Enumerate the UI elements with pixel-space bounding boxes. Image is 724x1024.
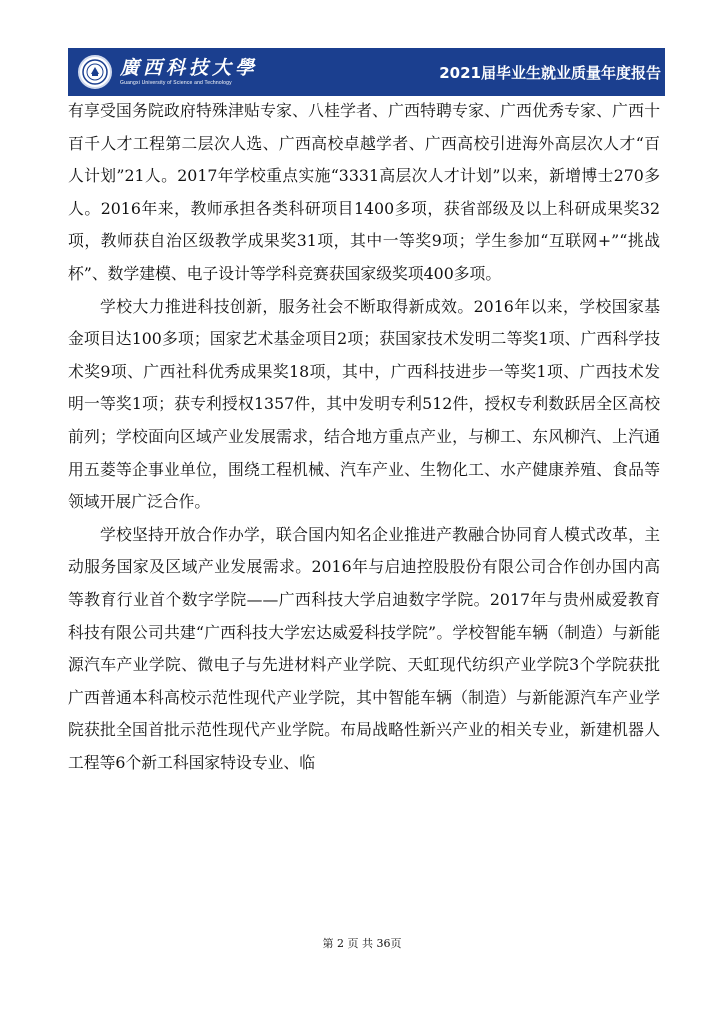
paragraph-cooperation: 学校坚持开放合作办学，联合国内知名企业推进产教融合协同育人模式改革，主动服务国家及区域产业发展需求。2016年与启迪控股股份有限公司合作创办国内高等教育行业首个数字学院——广西科技大学启迪数字学院。2017年与贵州威爱教育科技有限公司共建“广西科技大学宏达威爱科技学院”。学校智能车辆（制造）与新能源汽车产业学院、微电子与先进材料产业学院、天虹现代纺织产业学院3个学院获批广西普通本科高校示范性现代产业学院，其中智能车辆（制造）与新能源汽车产业学院获批全国首批示范性现代产业学院。布局战略性新兴产业的相关专业，新建机器人工程等6个新工科国家特设专业、临: [68, 524, 660, 772]
university-name-en: Guangxi University of Science and Technology: [120, 79, 232, 86]
university-seal-icon: [78, 55, 112, 89]
university-logo: [120, 56, 259, 86]
document-body: [68, 95, 660, 779]
university-name-cn: 廣西科技大學: [120, 56, 259, 79]
paragraph-research: 学校大力推进科技创新，服务社会不断取得新成效。2016年以来，学校国家基金项目达100多项；国家艺术基金项目2项；获国家技术发明二等奖1项、广西科学技术奖9项、广西社科优秀成果奖18项，其中，广西科技进步一等奖1项、广西技术发明一等奖1项；获专利授权1357件，其中发明专利512件，授权专利数跃居全区高校前列；学校面向区域产业发展需求，结合地方重点产业，与柳工、东风柳汽、上汽通用五菱等企事业单位，围绕工程机械、汽车产业、生物化工、水产健康养殖、食品等领域开展广泛合作。: [68, 296, 660, 512]
page-header-banner: [68, 48, 665, 96]
paragraph-talent: 有享受国务院政府特殊津贴专家、八桂学者、广西特聘专家、广西优秀专家、广西十百千人才工程第二层次人选、广西高校卓越学者、广西高校引进海外高层次人才“百人计划”21人。2017年学校重点实施“3331高层次人才计划”以来，新增博士270多人。2016年来，教师承担各类科研项目1400多项，获省部级及以上科研成果奖32项，教师获自治区级教学成果奖31项，其中一等奖9项；学生参加“互联网+”“挑战杯”、数学建模、电子设计等学科竞赛获国家级奖项400多项。: [68, 101, 660, 283]
report-title: 2021届毕业生就业质量年度报告: [439, 63, 661, 82]
page-number-footer: 第 2 页 共 36页: [322, 937, 402, 950]
